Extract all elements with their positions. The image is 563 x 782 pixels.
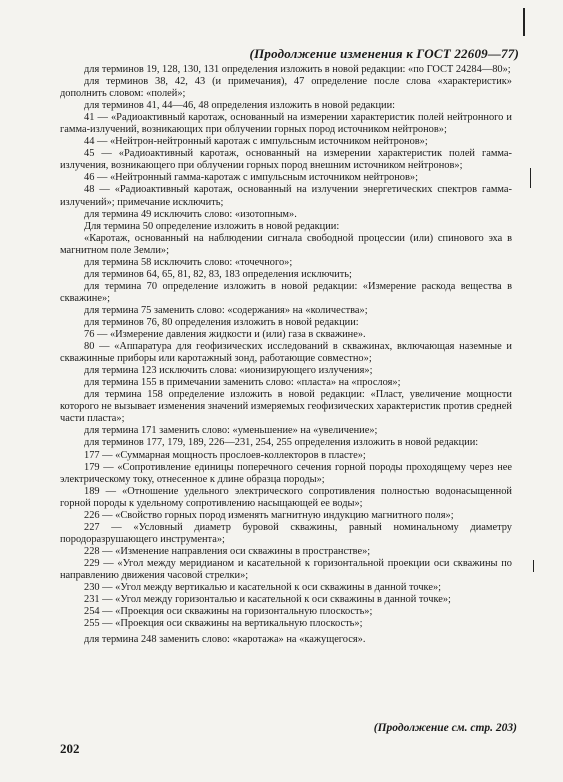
paragraph: 230 — «Угол между вертикалью и касательной к оси скважины в данной точке»; [84, 582, 442, 594]
paragraph: для терминов 64, 65, 81, 82, 83, 183 определения исключить; [84, 268, 352, 280]
paragraph: 231 — «Угол между горизонталью и касательной к оси скважины в данной точке»; [84, 594, 451, 606]
paragraph: 46 — «Нейтронный гамма-каротаж с импульсным источником нейтронов»; [84, 172, 418, 184]
paragraph: 179 — «Сопротивление единицы поперечного сечения горной породы проходящему через нее электрическому току, отнесенное к длине образца породы»; [60, 461, 512, 485]
paragraph: «Каротаж, основанный на наблюдении сигнала свободной процессии (или) спинового эха в магнитном поле Земли»; [60, 232, 512, 256]
paragraph: 228 — «Изменение направления оси скважины в пространстве»; [84, 545, 371, 557]
margin-line-low [533, 560, 534, 572]
paragraph: для термина 248 заменить слово: «каротажа» на «кажущегося». [84, 634, 366, 646]
paragraph: 229 — «Угол между меридианом и касательной к горизонтальной проекции оси скважины по направлению движения часовой стрелки»; [60, 557, 512, 581]
paragraph: 45 — «Радиоактивный каротаж, основанный на измерении характеристик полей гамма-излучения, возникающего при облучении горных пород внешним источником нейтронов»; [60, 148, 512, 172]
margin-line-mid [530, 168, 531, 188]
paragraph: 226 — «Свойство горных пород изменять магнитную индукцию магнитного поля»; [84, 509, 454, 521]
paragraph: для терминов 41, 44—46, 48 определения изложить в новой редакции: [84, 100, 396, 112]
paragraph: для термина 70 определение изложить в новой редакции: «Измерение раскода вещества в скважине»; [60, 280, 512, 304]
paragraph: 41 — «Радиоактивный каротаж, основанный на измерении характеристик полей нейтронного и гамма-излучений, возникающих при облучении горных пород источником нейтронов»; [60, 112, 512, 136]
continuation-header: (Продолжение изменения к ГОСТ 22609—77) [249, 46, 519, 61]
paragraph: 254 — «Проекция оси скважины на горизонтальную плоскость»; [84, 606, 373, 618]
page-number: 202 [60, 741, 80, 756]
paragraph: 255 — «Проекция оси скважины на вертикальную плоскость»; [84, 618, 363, 630]
document-body [60, 64, 512, 646]
paragraph: для термина 49 исключить слово: «изотопным». [84, 208, 297, 220]
paragraph: 48 — «Радиоактивный каротаж, основанный на излучении энергетических спектров гамма-излучений»; примечание исключить; [60, 184, 512, 208]
paragraph: 189 — «Отношение удельного электрического сопротивления полностью водонасыщенной горной породы к удельному сопротивлению насыщающей ее воды»; [60, 485, 512, 509]
paragraph: для терминов 76, 80 определения изложить в новой редакции: [84, 316, 359, 328]
paragraph: для термина 171 заменить слово: «уменьшение» на «увеличение»; [84, 425, 378, 437]
continuation-footer: (Продолжение см. стр. 203) [373, 722, 517, 734]
margin-line-top [523, 8, 525, 36]
paragraph: 80 — «Аппаратура для геофизических исследований в скважинах, включающая наземные и скважинные приборы или каротажный зонд, работающие совместно»; [60, 341, 512, 365]
paragraph: 177 — «Суммарная мощность прослоев-коллекторов в пласте»; [84, 449, 366, 461]
paragraph: для терминов 177, 179, 189, 226—231, 254, 255 определения изложить в новой редакции: [84, 437, 479, 449]
paragraph: для термина 58 исключить слово: «точечного»; [84, 256, 293, 268]
paragraph: для терминов 38, 42, 43 (и примечания), 47 определение после слова «характеристик» дополнить словом: «полей»; [60, 76, 512, 100]
paragraph: для термина 158 определение изложить в новой редакции: «Пласт, увеличение мощности которого не вызывает изменения значений измеряемых геофизических характеристик против средней части пласта»; [60, 389, 512, 425]
paragraph: для термина 123 исключить слова: «ионизирующего излучения»; [84, 365, 373, 377]
paragraph: Для термина 50 определение изложить в новой редакции: [84, 220, 340, 232]
paragraph: 227 — «Условный диаметр буровой скважины, равный номинальному диаметру породоразрушающего инструмента»; [60, 521, 512, 545]
paragraph: 76 — «Измерение давления жидкости и (или) газа в скважине». [84, 329, 366, 341]
paragraph: для термина 75 заменить слово: «содержания» на «количества»; [84, 304, 368, 316]
paragraph: для термина 155 в примечании заменить слово: «пласта» на «прослоя»; [84, 377, 401, 389]
paragraph: 44 — «Нейтрон-нейтронный каротаж с импульсным источником нейтронов»; [84, 136, 428, 148]
paragraph: для терминов 19, 128, 130, 131 определения изложить в новой редакции: «по ГОСТ 24284—80»; [84, 64, 511, 75]
